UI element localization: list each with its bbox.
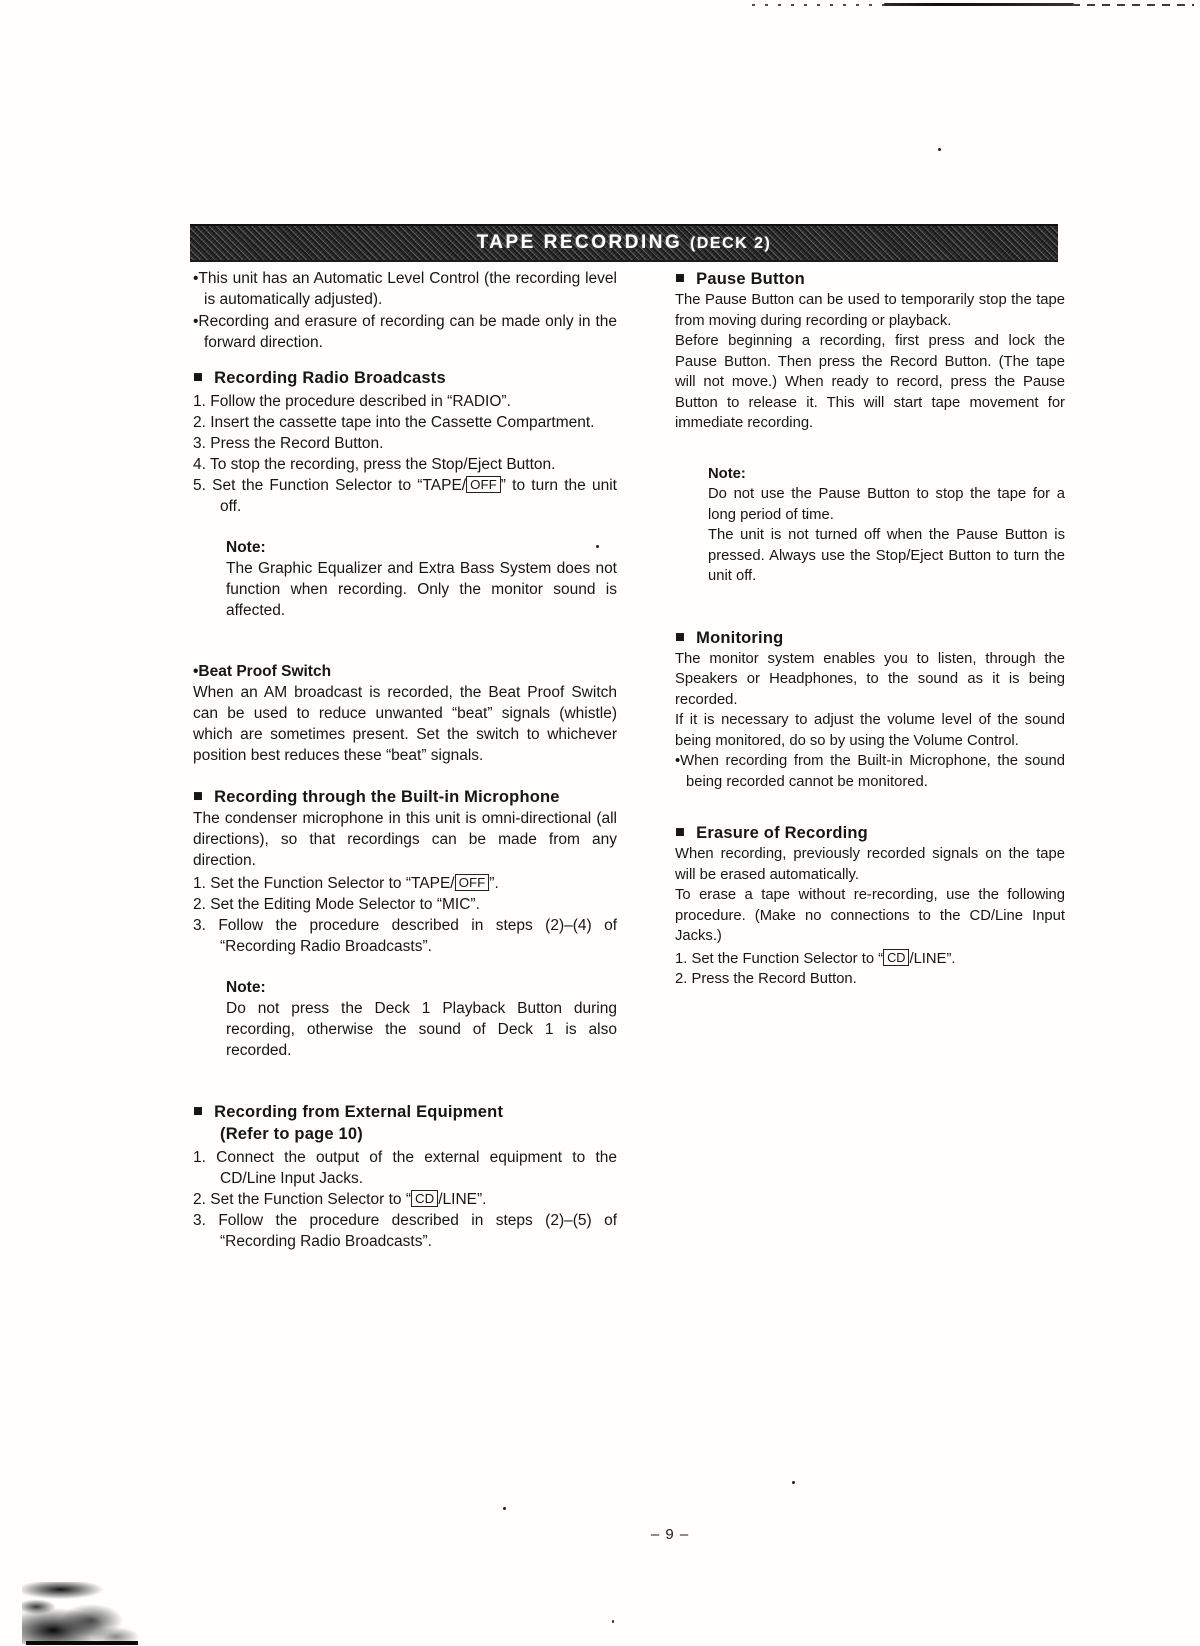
list-item: 3. Press the Record Button. <box>193 435 384 452</box>
scan-speck <box>938 148 941 151</box>
note-label: Note: <box>226 979 266 996</box>
note-label: Note: <box>708 465 746 482</box>
scan-artifact-dashed-line <box>1072 4 1194 6</box>
monitoring-para: The monitor system enables you to listen, through the Speakers or Headphones, to the sound as it is being recorded. <box>675 650 1065 708</box>
pause-button-para: Before beginning a recording, first press and lock the Pause Button. Then press the Record Button. (The tape will not move.) When ready to record, press the Pause Button to release it. This will start tape movement for immediate recording. <box>675 333 1065 431</box>
square-bullet-icon: ■ <box>675 269 686 287</box>
heading-recording-external-equipment: ■ Recording from External Equipment (Refer to page 10) <box>193 1101 617 1145</box>
external-equipment-steps <box>193 1147 617 1252</box>
list-item: 2. Insert the cassette tape into the Cassette Compartment. <box>193 414 595 431</box>
boxed-cd-label: CD <box>411 1190 438 1207</box>
erasure-para: To erase a tape without re-recording, use the following procedure. (Make no connections to the CD/Line Input Jacks.) <box>675 887 1065 944</box>
page-body <box>193 268 1065 1252</box>
scan-artifact-smudge <box>22 1582 142 1644</box>
recording-radio-steps <box>193 391 617 517</box>
heading-pause-button: ■ Pause Button <box>675 269 805 288</box>
square-bullet-icon: ■ <box>193 787 204 805</box>
scan-speck <box>612 1620 614 1623</box>
list-item: 1. Set the Function Selector to “ CD /LINE”. <box>675 949 956 967</box>
heading-recording-built-in-microphone: ■ Recording through the Built-in Microphone <box>193 787 560 806</box>
list-item: 3. Follow the procedure described in steps (2)–(5) of “Recording Radio Broadcasts”. <box>193 1212 617 1250</box>
list-item: 5. Set the Function Selector to “TAPE/ OFF ” to turn the unit off. <box>193 477 617 515</box>
note-body: The unit is not turned off when the Pause Button is pressed. Always use the Stop/Eject Button to turn the unit off. <box>708 527 1065 584</box>
section-title <box>477 232 772 254</box>
erasure-steps <box>675 949 1065 990</box>
list-item: 4. To stop the recording, press the Stop/Eject Button. <box>193 456 556 473</box>
square-bullet-icon: ■ <box>675 823 686 841</box>
note-block <box>226 977 617 1061</box>
heading-subline: (Refer to page 10) <box>220 1125 363 1143</box>
list-item: 1. Follow the procedure described in “RADIO”. <box>193 393 511 410</box>
heading-recording-radio-broadcasts: ■ Recording Radio Broadcasts <box>193 368 446 387</box>
list-item: 1. Set the Function Selector to “TAPE/ OFF ”. <box>193 875 499 892</box>
right-column <box>675 268 1065 1252</box>
list-item: 3. Follow the procedure described in steps (2)–(4) of “Recording Radio Broadcasts”. <box>193 917 617 955</box>
left-column <box>193 268 617 1252</box>
note-block <box>226 537 617 621</box>
scan-artifact-dotted-line <box>752 4 887 6</box>
note-body: The Graphic Equalizer and Extra Bass System does not function when recording. Only the monitor sound is affected. <box>226 560 617 619</box>
beat-proof-switch-block <box>193 661 617 766</box>
page-number: – 9 – <box>650 1526 690 1543</box>
microphone-steps <box>193 873 617 957</box>
boxed-cd-label: CD <box>883 949 909 966</box>
note-body: Do not press the Deck 1 Playback Button during recording, otherwise the sound of Deck 1 is also recorded. <box>226 1000 617 1059</box>
heading-monitoring: ■ Monitoring <box>675 627 784 647</box>
section-title-main: TAPE RECORDING <box>476 232 683 253</box>
heading-erasure-of-recording: ■ Erasure of Recording <box>675 823 868 842</box>
note-label: Note: <box>226 539 266 556</box>
intro-bullet: •Recording and erasure of recording can be made only in the forward direction. <box>193 313 617 351</box>
beat-proof-switch-body: When an AM broadcast is recorded, the Beat Proof Switch can be used to reduce unwanted “beat” signals (whistle) which are sometimes present. Set the switch to whichever position best reduces these “beat” signals. <box>193 684 617 764</box>
square-bullet-icon: ■ <box>193 1102 204 1120</box>
note-body: Do not use the Pause Button to stop the tape for a long period of time. <box>708 486 1065 523</box>
erasure-para: When recording, previously recorded signals on the tape will be erased automatically. <box>675 846 1065 883</box>
scan-speck <box>503 1507 506 1510</box>
square-bullet-icon: ■ <box>193 368 204 386</box>
subheading-beat-proof-switch: •Beat Proof Switch <box>193 663 332 680</box>
scan-artifact-smudge-line <box>26 1641 138 1645</box>
section-header-band <box>190 224 1058 262</box>
note-block <box>708 464 1065 587</box>
list-item: 2. Set the Editing Mode Selector to “MIC”. <box>193 896 480 913</box>
scan-artifact-solid-line <box>884 3 1074 6</box>
list-item: 1. Connect the output of the external equipment to the CD/Line Input Jacks. <box>193 1149 617 1187</box>
pause-button-para: The Pause Button can be used to temporarily stop the tape from moving during recording or playback. <box>675 292 1065 329</box>
microphone-body: The condenser microphone in this unit is omni-directional (all directions), so that recordings can be made from any direction. <box>193 810 617 869</box>
boxed-off-label: OFF <box>455 874 490 891</box>
boxed-off-label: OFF <box>466 476 501 493</box>
scan-speck <box>792 1481 795 1484</box>
monitoring-para: If it is necessary to adjust the volume level of the sound being monitored, do so by using the Volume Control. <box>675 712 1065 749</box>
square-bullet-icon: ■ <box>675 627 686 646</box>
section-title-deck: (DECK 2) <box>690 235 772 252</box>
list-item: 2. Press the Record Button. <box>675 971 857 987</box>
list-item: 2. Set the Function Selector to “ CD /LINE”. <box>193 1191 487 1208</box>
intro-bullet: •This unit has an Automatic Level Control (the recording level is automatically adjusted). <box>193 270 617 308</box>
monitoring-bullet: •When recording from the Built-in Microphone, the sound being recorded cannot be monitored. <box>675 753 1065 790</box>
